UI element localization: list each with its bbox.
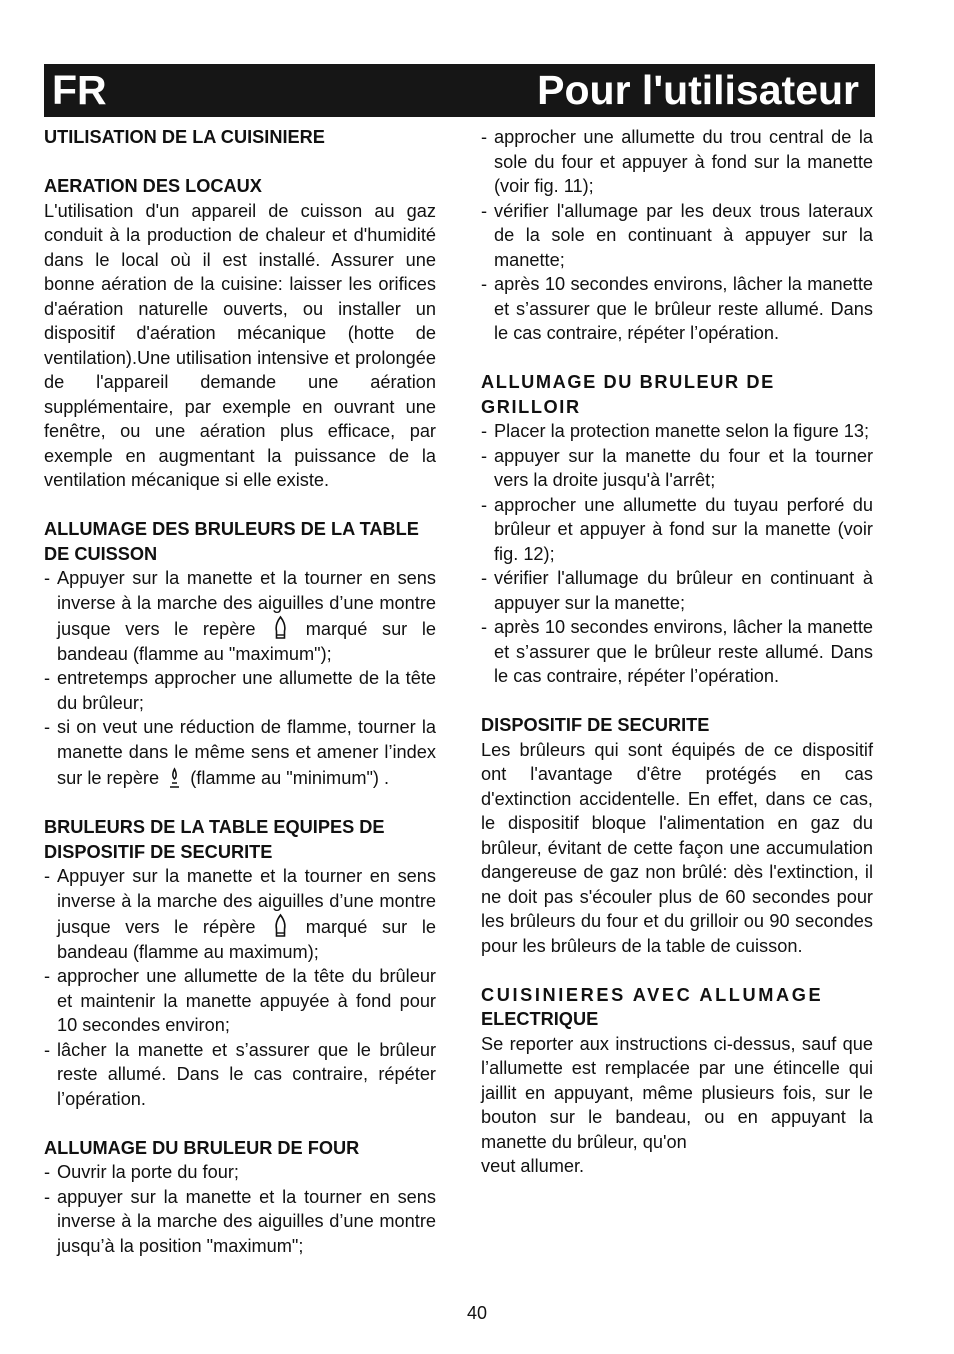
- list-item: - Placer la protection manette selon la figure 13;: [481, 419, 873, 444]
- list-item: - appuyer sur la manette du four et la tourner vers la droite jusqu'à l'arrêt;: [481, 444, 873, 493]
- bruleurs-securite-list: [44, 864, 436, 1111]
- list-item: - approcher une allumette du trou central de la sole du four et appuyer à fond sur la manette (voir fig. 11);: [481, 125, 873, 199]
- list-item: - approcher une allumette du tuyau perforé du brûleur et appuyer à fond sur la manette (voir fig. 12);: [481, 493, 873, 567]
- flame-min-icon: [167, 764, 182, 790]
- left-column: [44, 125, 436, 1258]
- securite-title: DISPOSITIF DE SECURITE: [481, 715, 710, 735]
- main-section-title: UTILISATION DE LA CUISINIERE: [44, 127, 325, 147]
- page-number: 40: [466, 1303, 488, 1323]
- allumage-four-list-cont: [481, 125, 873, 346]
- flame-max-icon: [273, 615, 288, 641]
- list-item: - vérifier l'allumage par les deux trous lateraux de la sole en continuant à appuyer sur la manette;: [481, 199, 873, 273]
- list-item: - vérifier l'allumage du brûleur en continuant à appuyer sur la manette;: [481, 566, 873, 615]
- language-code: FR: [52, 67, 107, 113]
- flame-max-icon: [273, 913, 288, 939]
- bruleurs-securite-title: BRULEURS DE LA TABLE EQUIPES DE DISPOSITIF DE SECURITE: [44, 817, 385, 862]
- aeration-title: AERATION DES LOCAUX: [44, 176, 262, 196]
- page-title: Pour l'utilisateur: [537, 67, 859, 113]
- securite-text: Les brûleurs qui sont équipés de ce dispositif ont l'avantage d'être protégés en cas d'extinction accidentelle. En effet, dans ce cas, le dispositif bloque l'alimentation en gaz du brûleur, évitant de cette façon une accumulation dangereuse de gaz non brûlé: dès l'extinction, il ne doit pas s'écouler plus de 60 secondes pour les brûleurs du four et du grilloir ou 90 secondes pour les brûleurs de la table de cuisson.: [481, 739, 873, 956]
- electrique-text-end: veut allumer.: [481, 1156, 585, 1176]
- allumage-table-title: ALLUMAGE DES BRULEURS DE LA TABLE DE CUISSON: [44, 519, 419, 564]
- list-item: - Ouvrir la porte du four;: [44, 1160, 436, 1185]
- grilloir-title: ALLUMAGE DU BRULEUR DE GRILLOIR: [481, 372, 775, 417]
- page-header: [44, 64, 875, 117]
- electrique-title-line2: ELECTRIQUE: [481, 1009, 599, 1029]
- electrique-title-line1: CUISINIERES AVEC ALLUMAGE: [481, 984, 824, 1005]
- electrique-text: Se reporter aux instructions ci-dessus, sauf que l’allumette est remplacée par une étincelle qui jaillit en appuyant, même plusieurs fois, sur le bouton sur le bandeau, ou en appuyant la manette du brûleur, qu'on: [481, 1033, 873, 1152]
- allumage-four-title: ALLUMAGE DU BRULEUR DE FOUR: [44, 1137, 360, 1158]
- list-item: - Appuyer sur la manette et la tourner en sens inverse à la marche des aiguilles d’une montre jusque vers le répère marqué sur le bandeau (flamme au maximum);: [44, 864, 436, 964]
- list-item: - après 10 secondes environs, lâcher la manette et s’assurer que le brûleur reste allumé. Dans le cas contraire, répéter l’opération.: [481, 615, 873, 689]
- list-item: - Appuyer sur la manette et la tourner en sens inverse à la marche des aiguilles d’une montre jusque vers le repère marqué sur le bandeau (flamme au "maximum");: [44, 566, 436, 666]
- list-item: - entretemps approcher une allumette de la tête du brûleur;: [44, 666, 436, 715]
- list-item: - approcher une allumette de la tête du brûleur et maintenir la manette appuyée à fond pour 10 secondes environ;: [44, 964, 436, 1038]
- list-item: - après 10 secondes environs, lâcher la manette et s’assurer que le brûleur reste allumé. Dans le cas contraire, répéter l’opération.: [481, 272, 873, 346]
- list-item: - appuyer sur la manette et la tourner en sens inverse à la marche des aiguilles d’une montre jusqu’à la position "maximum";: [44, 1185, 436, 1259]
- allumage-table-list: [44, 566, 436, 791]
- allumage-four-list: [44, 1160, 436, 1258]
- list-item: - si on veut une réduction de flamme, tourner la manette dans le même sens et amener l’index sur le repère (flamme au "minimum") .: [44, 715, 436, 791]
- grilloir-list: [481, 419, 873, 689]
- aeration-text: L'utilisation d'un appareil de cuisson au gaz conduit à la production de chaleur et d'humidité dans le local où il est installé. Assurer une bonne aération de la cuisine: laisser les orifices d'aération naturelle ouverts, ou installer un dispositif d'aération mécanique (hotte de ventilation).Une utilisation intensive et prolongée de l'appareil demande une aération supplémentaire, par exemple en ouvrant une fenêtre, ou une aération plus efficace, par exemple en augmentant la puissance de la ventilation mécanique si elle existe.: [44, 200, 436, 490]
- list-item: - lâcher la manette et s’assurer que le brûleur reste allumé. Dans le cas contraire, répéter l’opération.: [44, 1038, 436, 1112]
- right-column: [481, 125, 873, 1179]
